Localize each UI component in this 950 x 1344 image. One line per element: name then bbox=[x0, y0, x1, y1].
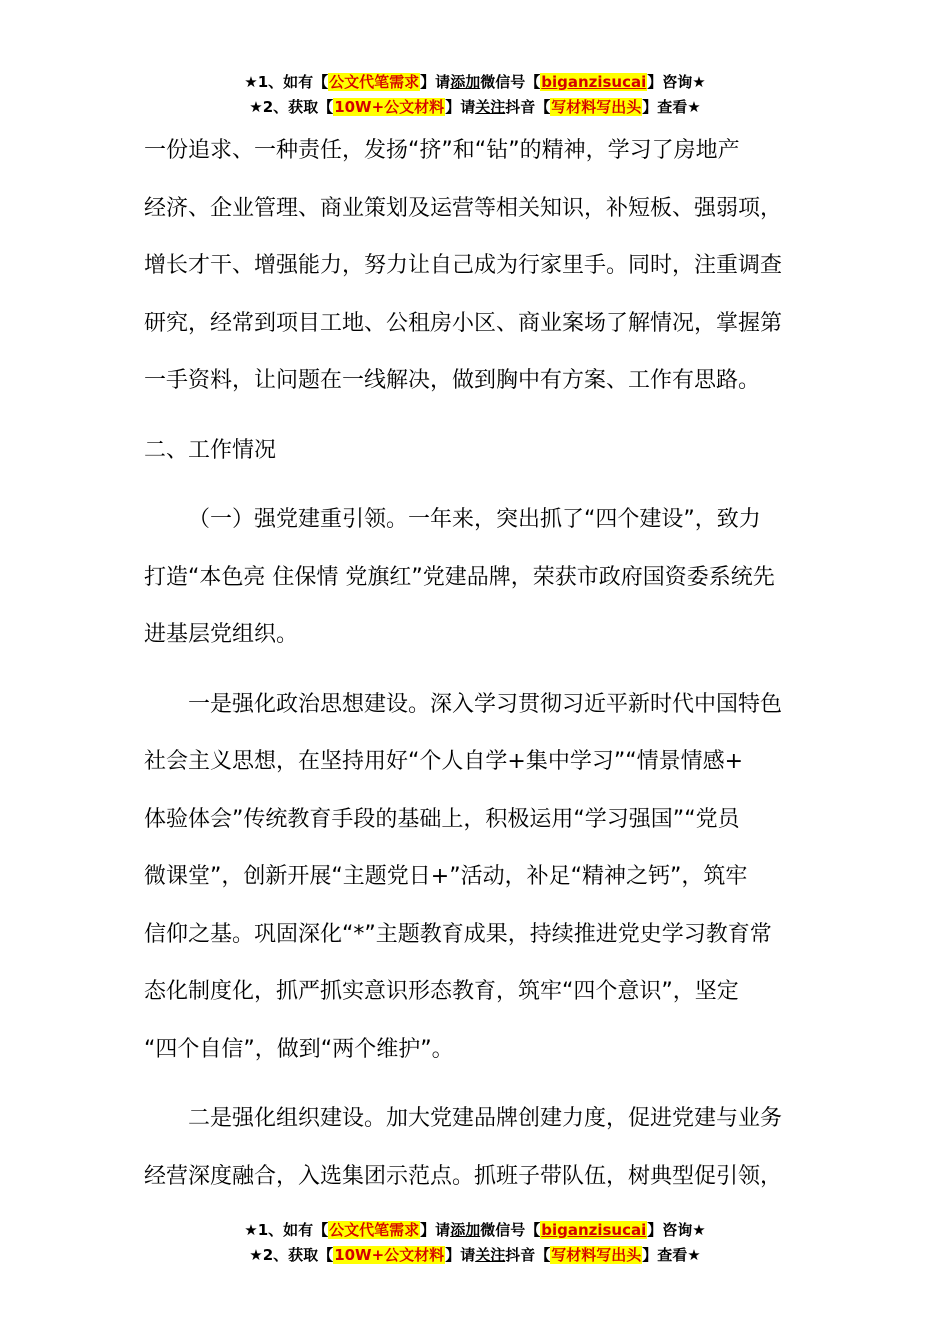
ghostwriting-highlight: 公文代笔需求 bbox=[329, 73, 420, 91]
paragraph-party-building: （一）强党建重引领。一年来，突出抓了“四个建设”，致力 打造“本色亮 住保情 党旗红”党建品牌，荣获市政府国资委系统先 进基层党组织。 bbox=[144, 507, 775, 647]
document-body bbox=[144, 122, 808, 1205]
header-banner-line-1: ★1、如有【公文代笔需求】请添加微信号【biganzisucai】咨询★ bbox=[244, 73, 706, 91]
materials-highlight: 10W+公文材料 bbox=[334, 98, 445, 116]
footer-banner bbox=[0, 1218, 950, 1268]
section-heading-work: 二、工作情况 bbox=[144, 437, 277, 463]
header-banner-line-2: ★2、获取【10W+公文材料】请关注抖音【写材料写出头】查看★ bbox=[249, 98, 701, 116]
header-banner bbox=[0, 70, 950, 120]
footer-banner-line-2: ★2、获取【10W+公文材料】请关注抖音【写材料写出头】查看★ bbox=[249, 1246, 701, 1264]
douyin-account-highlight: 写材料写出头 bbox=[551, 98, 642, 116]
footer-banner-line-1: ★1、如有【公文代笔需求】请添加微信号【biganzisucai】咨询★ bbox=[244, 1221, 706, 1239]
paragraph-political-thought: 一是强化政治思想建设。深入学习贯彻习近平新时代中国特色 社会主义思想，在坚持用好“个人自学+集中学习”“情景情感+ 体验体会”传统教育手段的基础上，积极运用“学习强国”“党员 微课堂”，创新开展“主题党日+”活动，补足“精神之钙”，筑牢 信仰之基。巩固深化“*”主题教育成果，持续推进党史学习教育常 态化制度化，抓严抓实意识形态教育，筑牢“四个意识”，坚定 “四个自信”，做到“两个维护”。 bbox=[144, 691, 783, 1062]
paragraph-study: 一份追求、一种责任，发扬“挤”和“钻”的精神，学习了房地产 经济、企业管理、商业策划及运营等相关知识，补短板、强弱项， 增长才干、增强能力，努力让自己成为行家里手。同时，注重调查 研究，经常到项目工地、公租房小区、商业案场了解情况，掌握第 一手资料，让问题在一线解决，做到胸中有方案、工作有思路。 bbox=[144, 138, 783, 393]
materials-highlight: 10W+公文材料 bbox=[334, 1246, 445, 1264]
wechat-id-link[interactable]: biganzisucai bbox=[541, 73, 647, 91]
wechat-id-link[interactable]: biganzisucai bbox=[541, 1221, 647, 1239]
paragraph-organization: 二是强化组织建设。加大党建品牌创建力度，促进党建与业务 经营深度融合，入选集团示范点。抓班子带队伍，树典型促引领， bbox=[144, 1106, 783, 1189]
ghostwriting-highlight: 公文代笔需求 bbox=[329, 1221, 420, 1239]
douyin-account-highlight: 写材料写出头 bbox=[551, 1246, 642, 1264]
